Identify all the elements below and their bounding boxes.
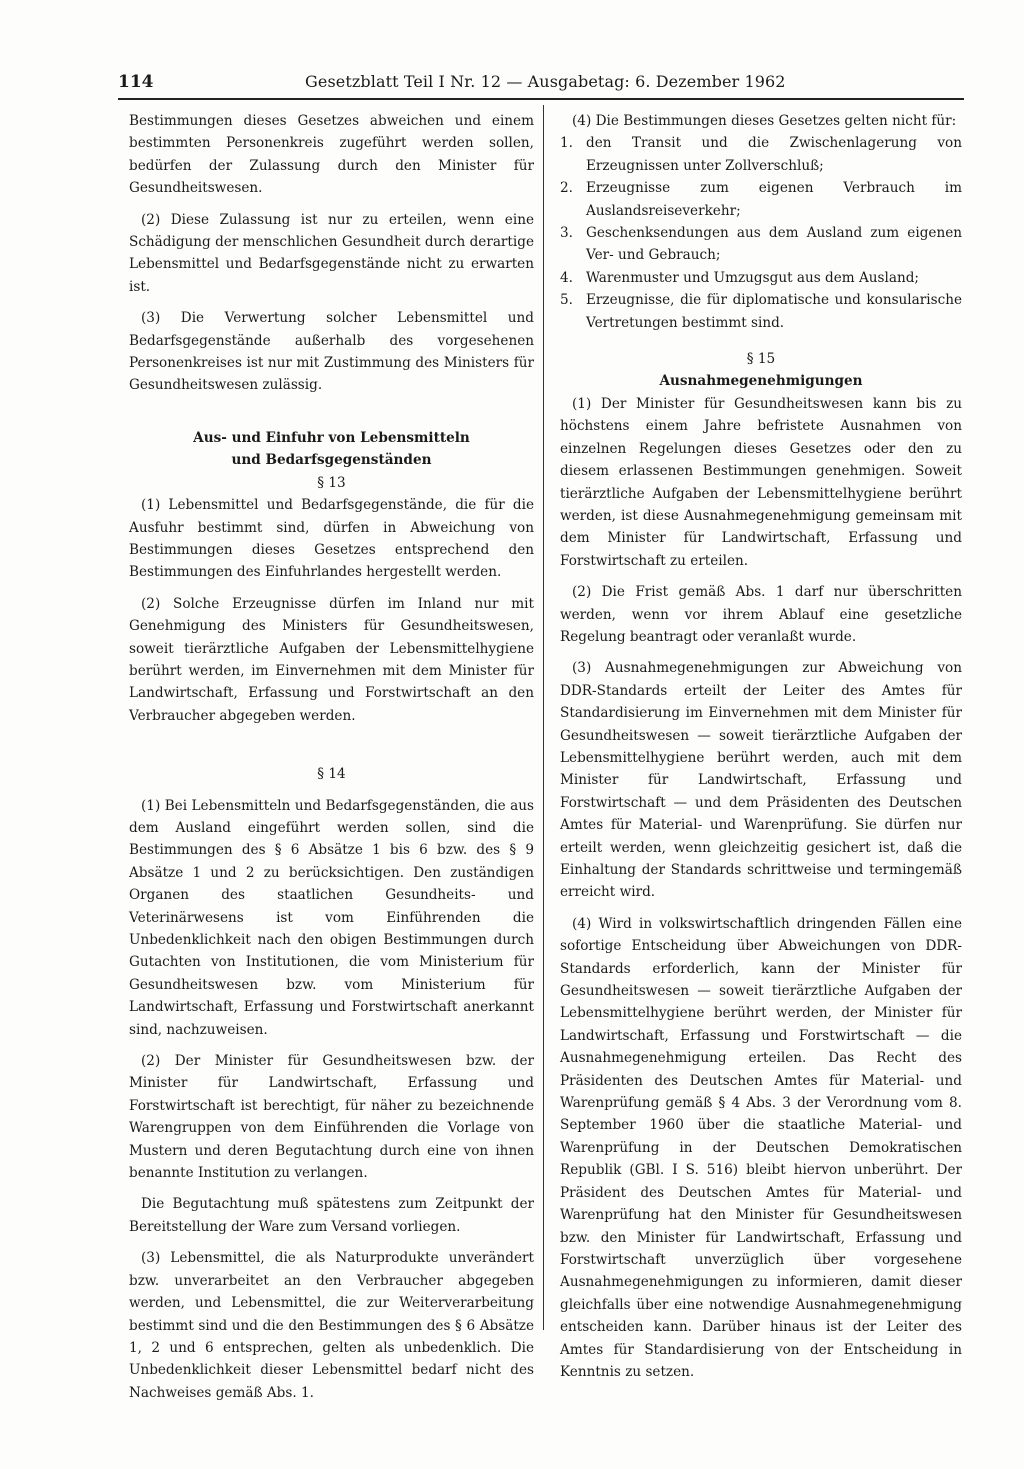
list-number: 1. [560, 135, 573, 152]
list-text: Geschenksendungen aus dem Ausland zum eigenen Ver- und Gebrauch; [586, 225, 962, 264]
paragraph: Die Begutachtung muß spätestens zum Zeitpunkt der Bereitstellung der Ware zum Versand vorliegen. [129, 1196, 534, 1235]
left-column [129, 110, 534, 1404]
paragraph: (4) Die Bestimmungen dieses Gesetzes gelten nicht für: [572, 113, 957, 129]
paragraph: (2) Die Frist gemäß Abs. 1 darf nur überschritten werden, wenn vor ihrem Ablauf eine gesetzliche Regelung beantragt oder veranlaßt wurde. [560, 584, 962, 645]
paragraph: (4) Wird in volkswirtschaftlich dringenden Fällen eine sofortige Entscheidung über Abweichungen von DDR-Standards erforderlich, kann der Minister für Gesundheitswesen — soweit tierärztliche Aufgaben der Lebensmittelhygiene berührt werden, der Minister für Landwirtschaft, Erfassung und Forstwirtschaft — die Ausnahmegenehmigung erteilen. Das Recht des Präsidenten des Deutschen Amtes für Material- und Warenprüfung gemäß § 4 Abs. 3 der Verordnung vom 8. September 1960 über die staatliche Material- und Warenprüfung in der Deutschen Demokratischen Republik (GBl. I S. 516) bleibt hiervon unberührt. Der Präsident des Deutschen Amtes für Material- und Warenprüfung hat den Minister für Gesundheitswesen bzw. den Minister für Landwirtschaft, Erfassung und Forstwirtschaft unverzüglich über vorgesehene Ausnahmegenehmigungen zu informieren, damit dieser gleichfalls über eine notwendige Ausnahmegenehmigung entscheiden kann. Darüber hinaus ist der Leiter des Amtes für Standardisierung von der Entscheidung in Kenntnis zu setzen. [560, 915, 962, 1380]
section-heading: Aus- und Einfuhr von Lebensmitteln [193, 429, 470, 446]
paragraph-continued: Bestimmungen dieses Gesetzes abweichen und einem bestimmten Personenkreis zugeführt werden sollen, bedürfen der Zulassung durch den Minister für Gesundheitswesen. [129, 113, 534, 197]
header-title: Gesetzblatt Teil I Nr. 12 — Ausgabetag: 6. Dezember 1962 [305, 72, 786, 91]
list-text: Erzeugnisse, die für diplomatische und konsularische Vertretungen bestimmt sind. [586, 292, 962, 331]
page-header [118, 70, 964, 100]
list-number: 3. [560, 225, 573, 242]
list-number: 4. [560, 269, 573, 286]
list-item [560, 222, 962, 267]
list-number: 5. [560, 292, 573, 309]
section-number: § 13 [317, 474, 346, 491]
section-number: § 14 [317, 766, 346, 783]
section-heading: und Bedarfsgegenständen [231, 452, 432, 469]
paragraph: (1) Bei Lebensmitteln und Bedarfsgegenständen, die aus dem Ausland eingeführt werden sollen, sind die Bestimmungen des § 6 Absätze 1 bis 6 bzw. des § 9 Absätze 1 und 2 zu berücksichtigen. Den zuständigen Organen des staatlichen Gesundheits- und Veterinärwesens ist vom Einführenden die Unbedenklichkeit nach den obigen Bestimmungen durch Gutachten von Institutionen, die vom Ministerium für Gesundheitswesen bzw. vom Ministerium für Landwirtschaft, Erfassung und Forstwirtschaft anerkannt sind, nachzuweisen. [129, 797, 534, 1038]
list-item [560, 177, 962, 222]
section-number: § 15 [746, 351, 776, 368]
paragraph: (1) Lebensmittel und Bedarfsgegenstände, die für die Ausfuhr bestimmt sind, dürfen in Abweichung von Bestimmungen dieses Gesetzes entsprechend den Bestimmungen des Einfuhrlandes hergestellt werden. [129, 497, 534, 581]
paragraph: (3) Die Verwertung solcher Lebensmittel und Bedarfsgegenstände außerhalb des vorgesehenen Personenkreises ist nur mit Zustimmung des Ministers für Gesundheitswesen zulässig. [129, 310, 534, 394]
paragraph: (2) Solche Erzeugnisse dürfen im Inland nur mit Genehmigung des Ministers für Gesundheitswesen, soweit tierärztliche Aufgaben der Lebensmittelhygiene berührt werden, im Einvernehmen mit dem Minister für Landwirtschaft, Erfassung und Forstwirtschaft an den Verbraucher abgegeben werden. [129, 595, 534, 724]
paragraph: (2) Diese Zulassung ist nur zu erteilen, wenn eine Schädigung der menschlichen Gesundheit durch derartige Lebensmittel und Bedarfsgegenstände nicht zu erwarten ist. [129, 211, 534, 295]
column-divider [543, 105, 544, 1330]
right-column [560, 110, 962, 1383]
list-text: Erzeugnisse zum eigenen Verbrauch im Auslandsreiseverkehr; [586, 180, 962, 219]
paragraph: (3) Ausnahmegenehmigungen zur Abweichung von DDR-Standards erteilt der Leiter des Amtes für Standardisierung im Einvernehmen mit dem Minister für Gesundheitswesen — soweit tierärztliche Aufgaben der Lebensmittelhygiene berührt werden, auch mit dem Minister für Landwirtschaft, Erfassung und Forstwirtschaft — und dem Präsidenten des Deutschen Amtes für Material- und Warenprüfung. Sie dürfen nur erteilt werden, wenn gleichzeitig gesichert ist, daß die Einhaltung der Standards schrittweise und termingemäß erreicht wird. [560, 660, 962, 901]
paragraph: (2) Der Minister für Gesundheitswesen bzw. der Minister für Landwirtschaft, Erfassung und Forstwirtschaft ist berechtigt, für näher zu bezeichnende Warengruppen von dem Einführenden die Vorlage von Mustern und deren Begutachtung durch eine von ihnen benannte Institution zu verlangen. [129, 1053, 534, 1182]
list-text: Warenmuster und Umzugsgut aus dem Ausland; [586, 269, 920, 286]
paragraph: (3) Lebensmittel, die als Naturprodukte unverändert bzw. unverarbeitet an den Verbraucher abgegeben werden, und Lebensmittel, die zur Weiterverarbeitung bestimmt sind und die den Bestimmungen des § 6 Absätze 1, 2 und 6 entsprechen, gelten als unbedenklich. Die Unbedenklichkeit dieser Lebensmittel bedarf nicht des Nachweises gemäß Abs. 1. [129, 1250, 534, 1401]
page-number: 114 [118, 72, 154, 92]
paragraph: (1) Der Minister für Gesundheitswesen kann bis zu höchstens einem Jahre befristete Ausnahmen von einzelnen Regelungen dieses Gesetzes oder den zu diesem erlassenen Bestimmungen genehmigen. Soweit tierärztliche Aufgaben der Lebensmittelhygiene berührt werden, ist diese Ausnahmegenehmigung gemeinsam mit dem Minister für Landwirtschaft, Erfassung und Forstwirtschaft zu erteilen. [560, 395, 962, 569]
list-text: den Transit und die Zwischenlagerung von Erzeugnissen unter Zollverschluß; [586, 135, 962, 174]
list-number: 2. [560, 180, 573, 197]
section-heading: Ausnahmegenehmigungen [659, 373, 863, 390]
list-item [560, 289, 962, 334]
list-item [560, 132, 962, 177]
list-item [560, 267, 962, 289]
